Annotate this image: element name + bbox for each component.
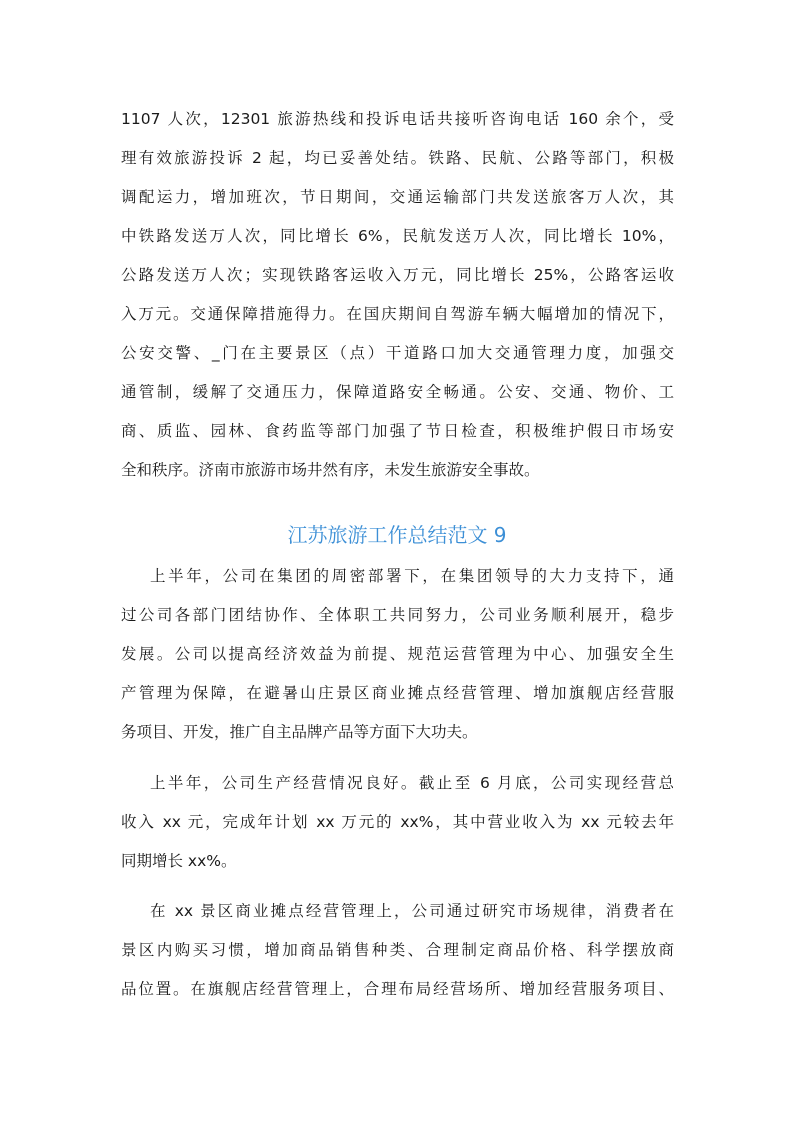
section-heading: 江苏旅游工作总结范文 9: [287, 523, 507, 547]
text-line: 中铁路发送万人次，同比增长 6%，民航发送万人次，同比增长 10%，: [121, 227, 674, 245]
text-line: 商、质监、园林、食药监等部门加强了节日检查，积极维护假日市场安: [121, 422, 674, 440]
text-line: 在 xx 景区商业摊点经营管理上，公司通过研究市场规律，消费者在: [150, 902, 674, 920]
text-line: 通管制，缓解了交通压力，保障道路安全畅通。公安、交通、物价、工: [121, 383, 674, 401]
text-line: 1107 人次，12301 旅游热线和投诉电话共接听咨询电话 160 余个，受: [121, 110, 674, 128]
text-line: 上半年，公司在集团的周密部署下，在集团领导的大力支持下，通: [150, 567, 674, 585]
text-line: 过公司各部门团结协作、全体职工共同努力，公司业务顺利展开，稳步: [121, 606, 674, 624]
text-line: 务项目、开发，推广自主品牌产品等方面下大功夫。: [121, 723, 478, 741]
text-line: 入万元。交通保障措施得力。在国庆期间自驾游车辆大幅增加的情况下，: [121, 305, 674, 323]
text-line: 景区内购买习惯，增加商品销售种类、合理制定商品价格、科学摆放商: [121, 941, 674, 959]
text-line: 同期增长 xx%。: [121, 852, 237, 870]
text-line: 全和秩序。济南市旅游市场井然有序，未发生旅游安全事故。: [121, 461, 540, 479]
text-line: 上半年，公司生产经营情况良好。截止至 6 月底，公司实现经营总: [150, 774, 674, 792]
text-line: 产管理为保障，在避暑山庄景区商业摊点经营管理、增加旗舰店经营服: [121, 684, 674, 702]
text-line: 公安交警、_门在主要景区（点）干道路口加大交通管理力度，加强交: [121, 344, 674, 362]
text-line: 品位置。在旗舰店经营管理上，合理布局经营场所、增加经营服务项目、: [121, 980, 674, 998]
text-line: 调配运力，增加班次，节日期间，交通运输部门共发送旅客万人次，其: [121, 188, 674, 206]
text-line: 发展。公司以提高经济效益为前提、规范运营管理为中心、加强安全生: [121, 645, 674, 663]
text-line: 收入 xx 元，完成年计划 xx 万元的 xx%，其中营业收入为 xx 元较去年: [121, 813, 674, 831]
text-line: 理有效旅游投诉 2 起，均已妥善处结。铁路、民航、公路等部门，积极: [121, 149, 674, 167]
text-line: 公路发送万人次；实现铁路客运收入万元，同比增长 25%，公路客运收: [121, 266, 674, 284]
